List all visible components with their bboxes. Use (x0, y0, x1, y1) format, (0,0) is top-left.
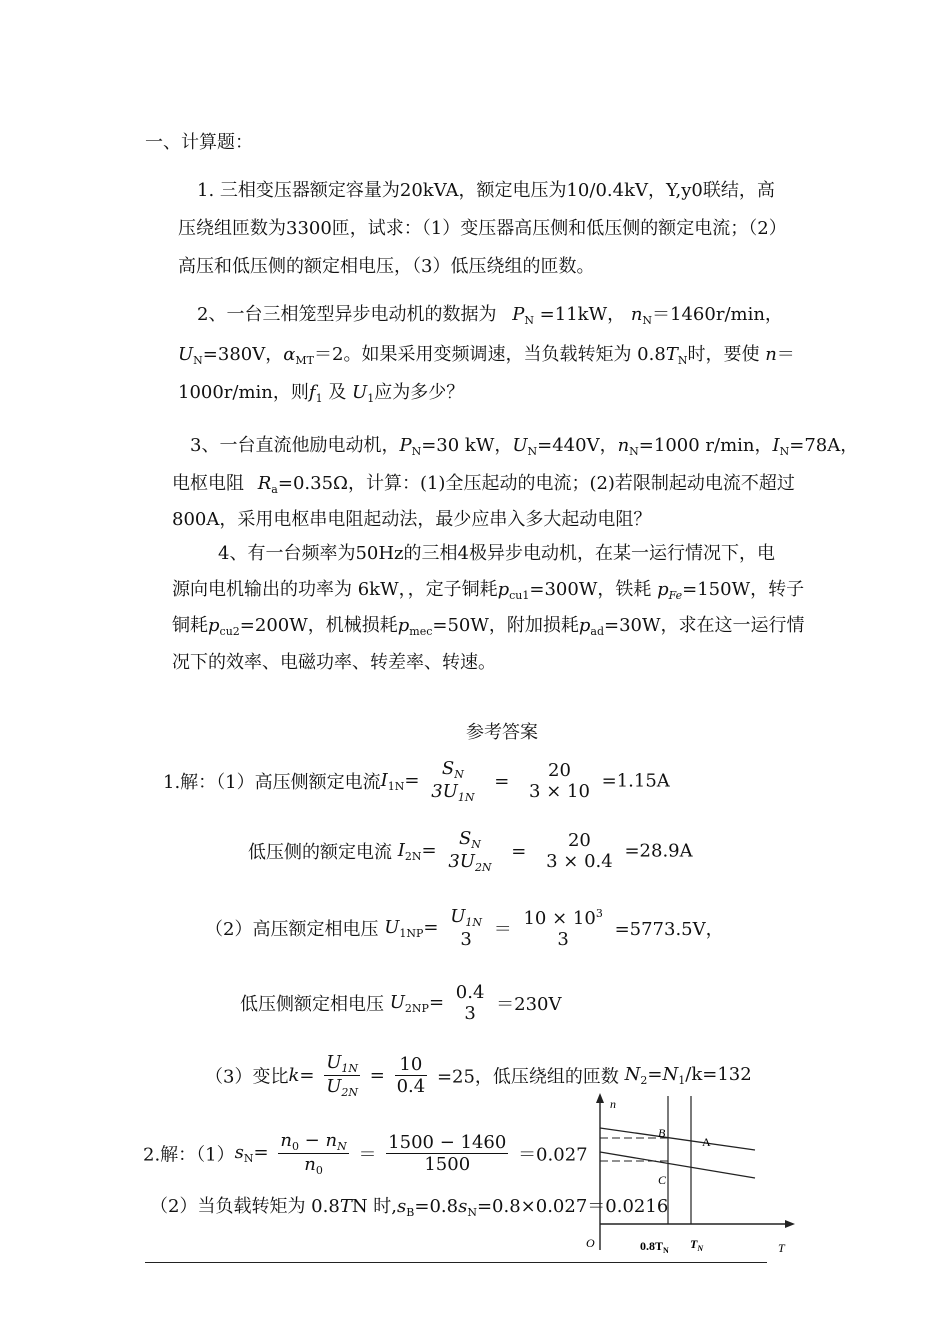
fraction: $S_N$ $3U_{2N}$ (448, 828, 492, 874)
q1-line2: 压绕组匝数为3300匝，试求：（1）变压器高压侧和低压侧的额定电流；（2） (178, 218, 787, 239)
y-axis-arrow (596, 1093, 604, 1103)
label-origin: O (586, 1236, 595, 1250)
q2-line1: 2、一台三相笼型异步电动机的数据为 $P_N =11kW$， $n_N=1460r/\min$， (197, 304, 783, 327)
q2-line2: $U_N=380V$，$\alpha_{MT}=2$。如果采用变频调速，当负载转矩为 $0.8T_N$时，要使 n＝ (178, 344, 795, 367)
a1-low-phase-voltage: 低压侧额定相电压 $U_{2NP}=$ 0.4 3 ＝230V (240, 982, 562, 1024)
q3-line3: 800A，采用电枢串电阻起动法，最少应串入多大起动电阻？ (172, 509, 652, 530)
fraction: 0.4 3 (455, 982, 485, 1024)
q4-line4: 况下的效率、电磁功率、转差率、转速。 (172, 652, 496, 673)
fraction: 20 3 × 0.4 (546, 830, 613, 872)
fraction: 20 3 × 10 (529, 760, 590, 802)
a1-ratio: （3）变比k= $\frac{U_{1N}}{U_{2N}}$ = $\frac{10}{0.4}$ =25，低压绕组的匝数 $N_2=N_1/k=132$ (205, 1052, 752, 1099)
fraction: $\frac{10}{0.4}$ (396, 1054, 426, 1097)
q1-line1: 1. 三相变压器额定容量为20kVA，额定电压为10/0.4kV，Y,y0联结，高 (197, 180, 775, 201)
tick-TN: $T_N$ (690, 1237, 704, 1253)
fraction: $U_{1N}$ 3 (450, 906, 483, 950)
fraction: $\frac{n_0 - n_N}{n_0}$ (280, 1130, 347, 1177)
q2-text: =11kW， (539, 304, 626, 325)
q2-P: P (512, 304, 525, 325)
fraction: $\frac{1500 - 1460}{1500}$ (388, 1132, 507, 1175)
a2-line2: （2）当负载转矩为 0.8TN 时$,s_B=0.8s_N=0.8\times 0.027=0.0216$ (150, 1196, 669, 1219)
q3-line2: 电枢电阻 $R_a=0.35\Omega$，计算：(1)全压起动的电流；(2)若限制起动电流不超过 (172, 473, 795, 496)
a1-phase-voltage: （2）高压额定相电压 $U_{1NP}=$ $U_{1N}$ 3 ＝ $10 \times 10^3$ 3 =5773.5V， (205, 906, 724, 950)
speed-torque-graph (570, 1090, 800, 1260)
curve-upper (600, 1128, 755, 1150)
q2-line3: 1000r/min，则$f_1$ 及 $U_1$应为多少？ (178, 382, 465, 405)
tick-08TN: $0.8T_N$ (640, 1239, 669, 1255)
a1-low-current: 低压侧的额定电流 $I_{2N}=$ $S_N$ $3U_{2N}$ = 20 3 × 0.4 =28.9A (248, 828, 693, 874)
label-T: T (778, 1241, 785, 1255)
q4-line1: 4、有一台频率为50Hz的三相4极异步电动机，在某一运行情况下，电 (218, 543, 775, 564)
curve-lower (600, 1152, 755, 1178)
q4-line2: 源向电机输出的功率为 6kW，，定子铜耗$p_{cu1}=300W$，铁耗 $p_{Fe}=150W$，转子 (172, 579, 805, 602)
point-A: A (702, 1135, 711, 1149)
q2-sub-N: N (524, 314, 534, 327)
point-B: B (658, 1126, 666, 1140)
q3-line1: 3、一台直流他励电动机，$P_N=30$ kW，$U_N=440V$，$n_N=1000$ r/min，$I_N=78A$， (190, 435, 859, 458)
fraction: $10 \times 10^3$ 3 (523, 906, 603, 950)
answers-title: 参考答案 (466, 722, 538, 743)
section-title: 一、计算题： (145, 132, 253, 153)
fraction: $\frac{U_{1N}}{U_{2N}}$ (326, 1052, 358, 1099)
q1-line3: 高压和低压侧的额定相电压，（3）低压绕组的匝数。 (178, 256, 595, 277)
q4-line3: 铜耗$p_{cu2}=200W$，机械损耗$p_{mec}=50W$，附加损耗$p_{ad}=30W$，求在这一运行情 (172, 615, 805, 638)
a2-slip: 2.解：$(1)s_N=$ $\frac{n_0 - n_N}{n_0}$ ＝ $\frac{1500 - 1460}{1500}$ ＝0.027 (143, 1130, 588, 1177)
fraction: $S_N$ $3U_{1N}$ (431, 758, 475, 804)
x-axis-arrow (785, 1220, 795, 1228)
q2-n: n (630, 304, 643, 325)
point-C: C (658, 1173, 667, 1187)
q2-text: 2、一台三相笼型异步电动机的数据为 (197, 304, 497, 325)
a1-high-current: 1.解：（1）高压侧额定电流$I_{1N}=$ $S_N$ $3U_{1N}$ = 20 3 × 10 =1.15A (163, 758, 670, 804)
q2-text: ＝1460r/min， (652, 304, 783, 325)
footer-rule (145, 1262, 767, 1263)
label-n: n (610, 1097, 616, 1111)
